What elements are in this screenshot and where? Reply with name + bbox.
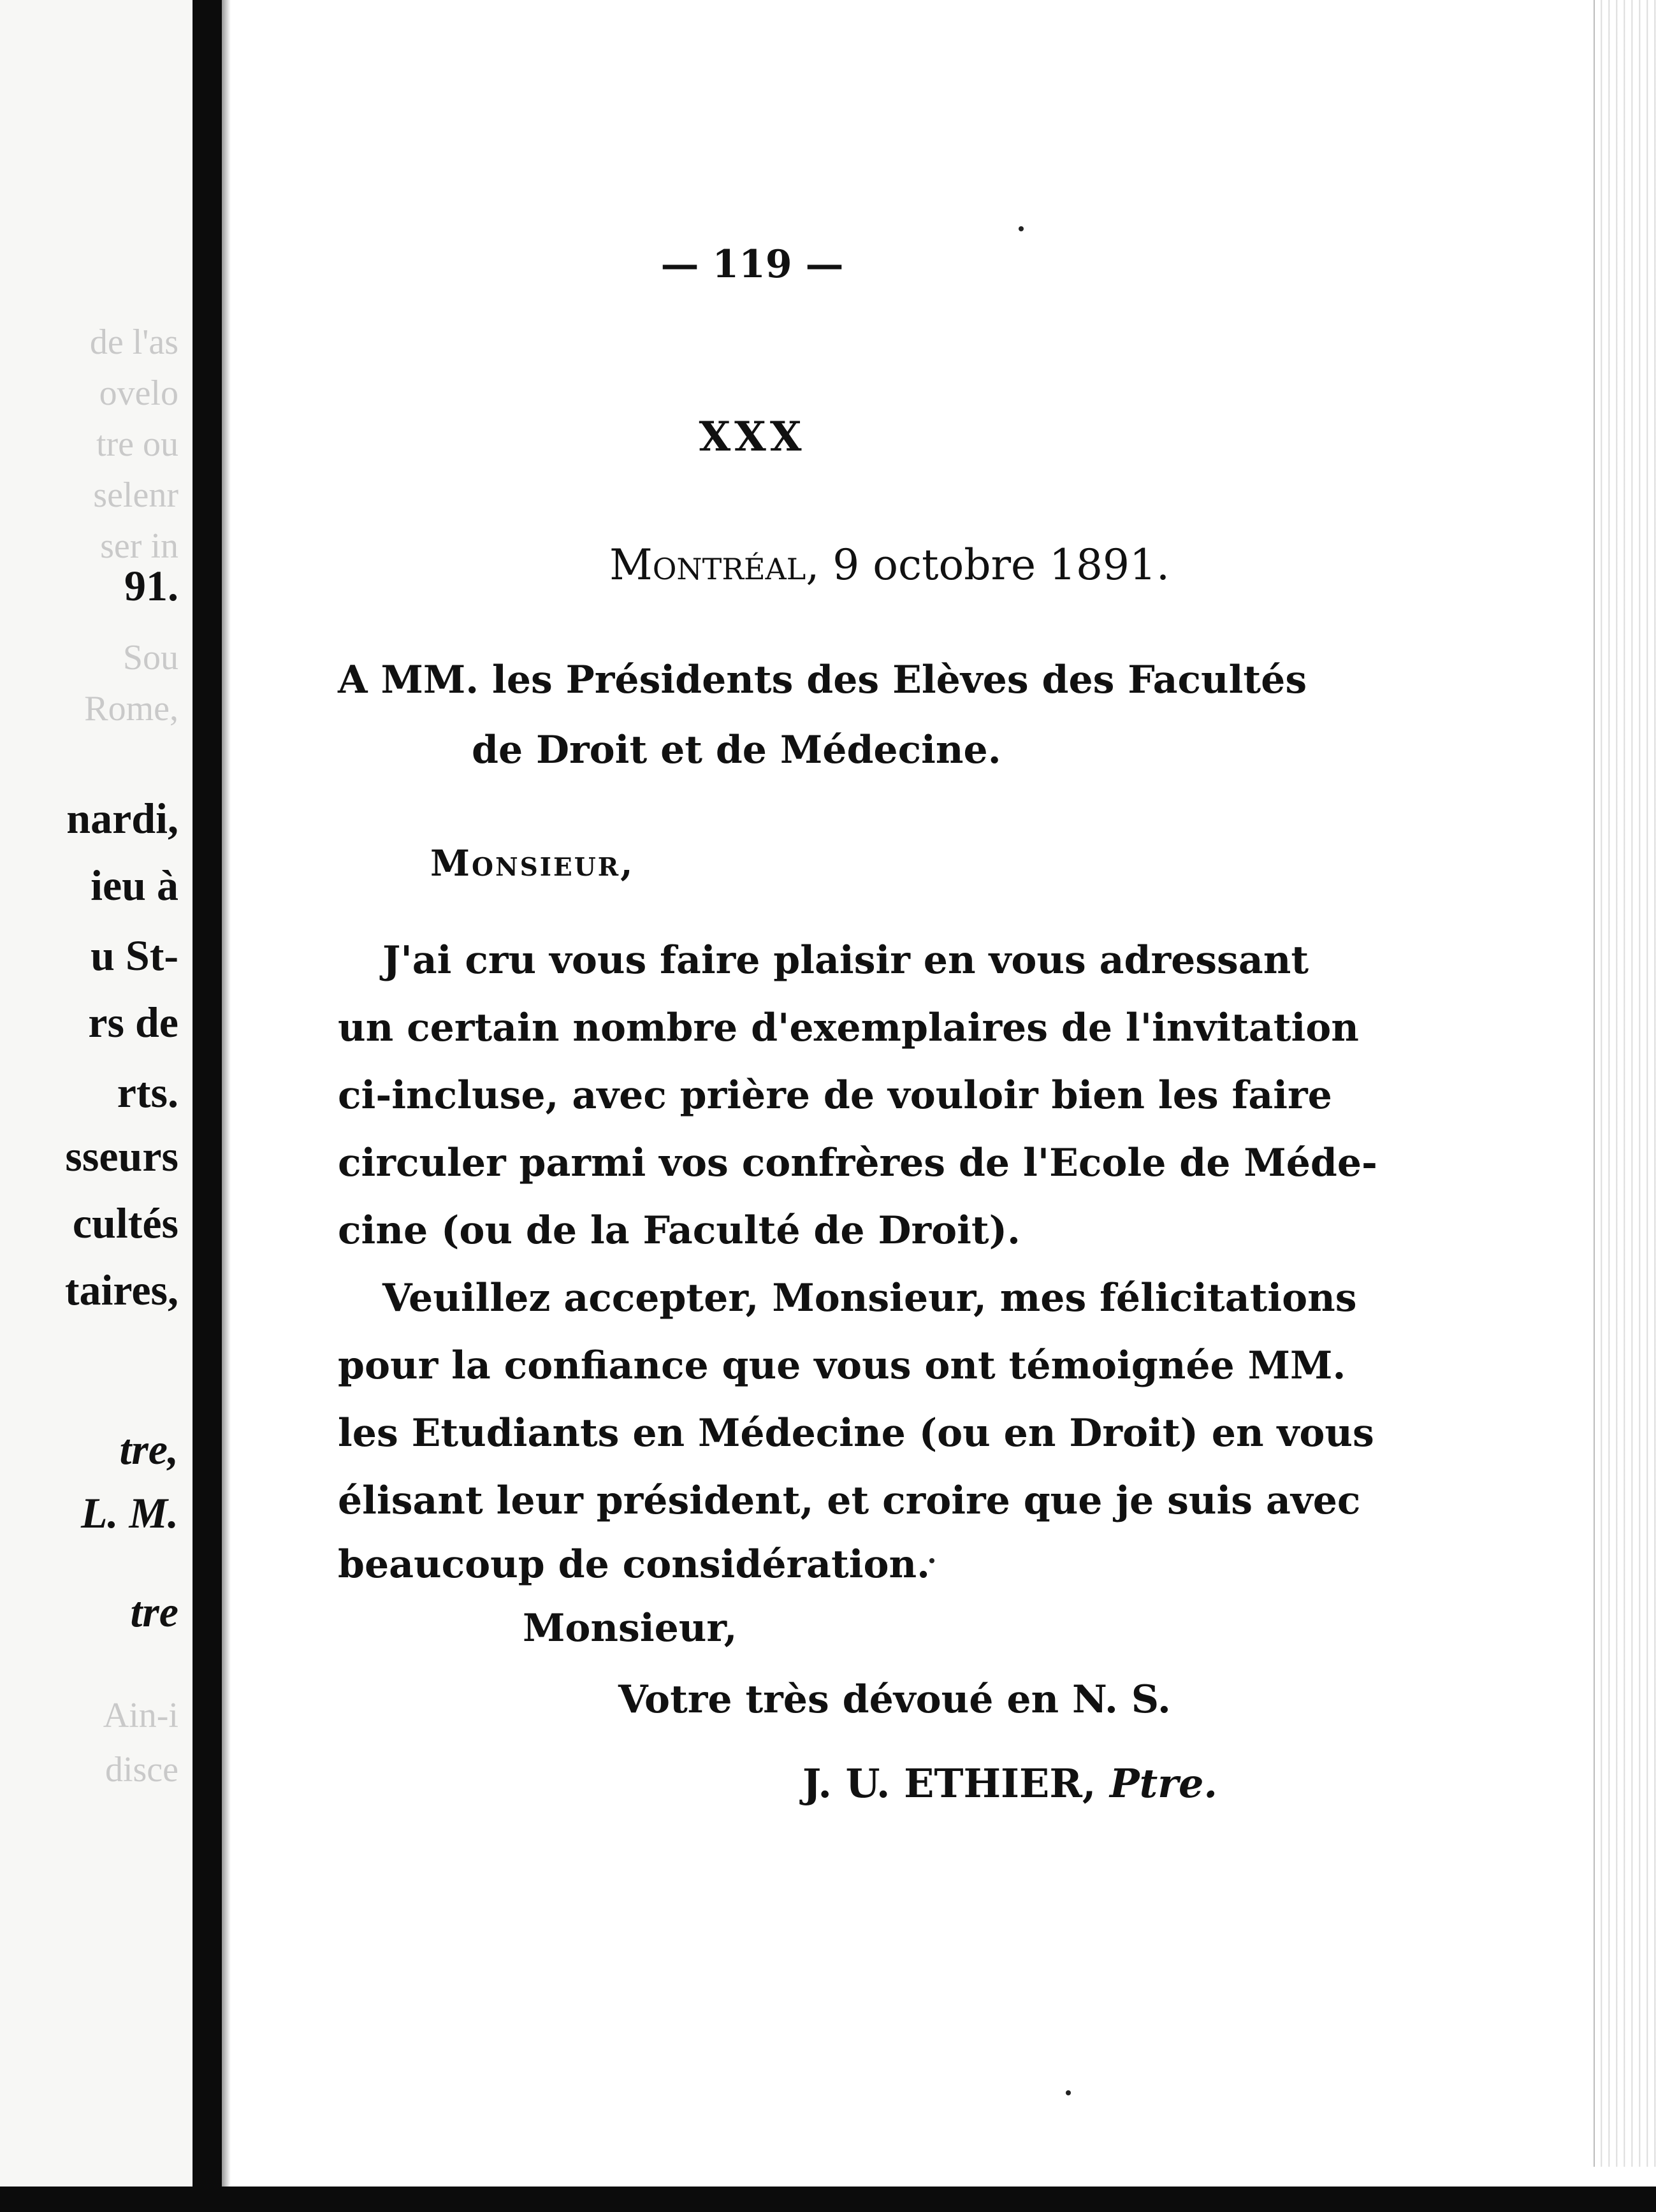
chapter-heading: XXX (699, 413, 806, 461)
facing-text-fragment: Ain-i (103, 1696, 178, 1735)
facing-page-edge (0, 0, 191, 2212)
letter-text-block (338, 0, 1377, 2167)
facing-text-fragment: nardi, (66, 794, 178, 842)
body-line: cine (ou de la Faculté de Droit). (338, 1208, 1020, 1253)
facing-text-fragment: 91. (124, 561, 178, 610)
facing-text-fragment: taires, (64, 1266, 178, 1314)
facing-text-fragment: cultés (72, 1199, 178, 1247)
book-gutter (192, 0, 222, 2212)
facing-text-fragment: disce (105, 1750, 178, 1789)
facing-text-fragment: tre ou (96, 424, 178, 464)
facing-text-fragment: Sou (122, 638, 178, 677)
facing-text-fragment: rts. (117, 1068, 178, 1117)
page-number: — 119 — (660, 242, 844, 287)
page-edge-stack (1594, 0, 1656, 2167)
facing-text-fragment: tre, (119, 1425, 178, 1473)
body-line: un certain nombre d'exemplaires de l'invitation (338, 1006, 1359, 1050)
facing-text-fragment: Rome, (84, 689, 178, 728)
facing-text-fragment: sseurs (65, 1132, 178, 1180)
body-line: J'ai cru vous faire plaisir en vous adressant (382, 938, 1309, 983)
addressee-line: de Droit et de Médecine. (472, 728, 1001, 772)
body-line: beaucoup de considération. (338, 1542, 931, 1587)
signature (803, 1760, 1217, 1807)
facing-text-fragment: u St- (91, 931, 178, 979)
facing-text-fragment: ser in (100, 526, 178, 566)
facing-text-fragment: selenr (93, 475, 178, 515)
signature-title: Ptre. (1110, 1760, 1217, 1807)
closing-salutation: Monsieur, (523, 1606, 737, 1651)
closing-formula: Votre très dévoué en N. S. (618, 1677, 1171, 1722)
dateline-date: , 9 octobre 1891. (806, 540, 1170, 589)
body-line: circuler parmi vos confrères de l'Ecole de Méde- (338, 1141, 1377, 1185)
facing-text-fragment: rs de (88, 998, 178, 1046)
salutation: Monsieur, (430, 842, 635, 885)
facing-text-fragment: L. M. (81, 1489, 178, 1537)
dateline (609, 540, 1170, 589)
addressee-line: A MM. les Présidents des Elèves des Facultés (338, 658, 1307, 702)
body-line: ci-incluse, avec prière de vouloir bien les faire (338, 1073, 1332, 1118)
body-line: élisant leur président, et croire que je suis avec (338, 1478, 1361, 1523)
facing-text-fragment: de l'as (89, 322, 178, 362)
bottom-border (0, 2187, 1656, 2212)
gutter-shadow (222, 0, 231, 2212)
body-line: pour la confiance que vous ont témoignée MM. (338, 1343, 1346, 1388)
body-line: les Etudiants en Médecine (ou en Droit) en vous (338, 1411, 1374, 1456)
facing-text-fragment: ieu à (91, 861, 178, 909)
dateline-city: Montréal (609, 540, 806, 589)
facing-text-fragment: tre (130, 1587, 178, 1636)
body-line: Veuillez accepter, Monsieur, mes félicitations (382, 1276, 1357, 1320)
signature-name: J. U. ETHIER, (802, 1760, 1096, 1807)
facing-text-fragment: ovelo (99, 373, 178, 413)
